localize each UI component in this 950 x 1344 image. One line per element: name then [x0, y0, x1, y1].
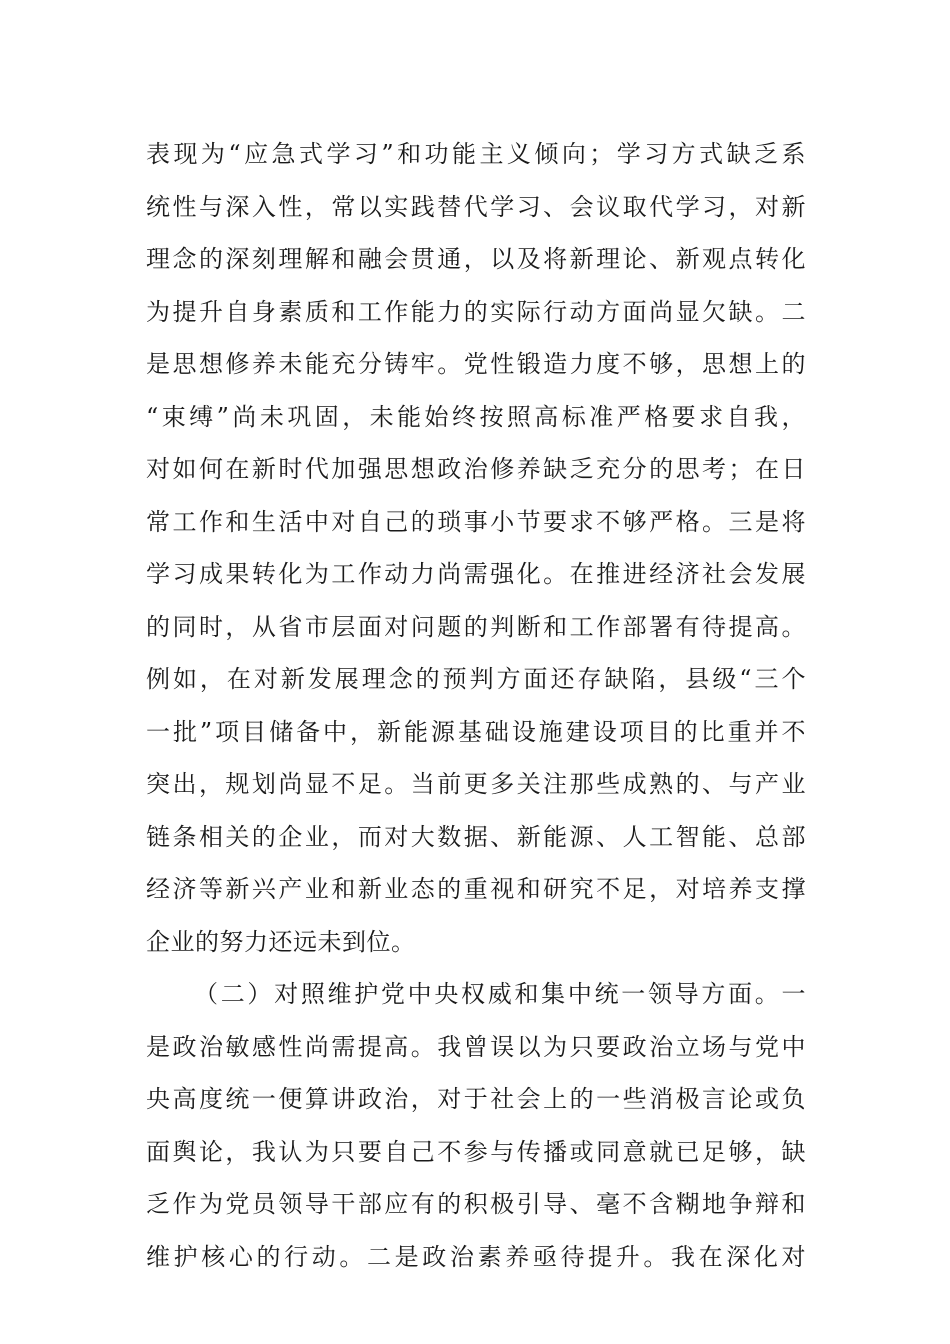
- text-line: 乏作为党员领导干部应有的积极引导、毫不含糊地争辩和: [146, 1190, 806, 1218]
- text-line: 是思想修养未能充分铸牢。党性锻造力度不够，思想上的: [146, 350, 806, 378]
- text-line: 的同时，从省市层面对问题的判断和工作部署有待提高。: [146, 612, 806, 641]
- text-line: 常工作和生活中对自己的琐事小节要求不够严格。三是将: [146, 507, 806, 536]
- text-line: 是政治敏感性尚需提高。我曾误以为只要政治立场与党中: [146, 1032, 806, 1061]
- text-line: 统性与深入性，常以实践替代学习、会议取代学习，对新: [146, 192, 806, 221]
- section-heading-line: （二）对照维护党中央权威和集中统一领导方面。一: [194, 980, 806, 1008]
- text-line: 央高度统一便算讲政治，对于社会上的一些消极言论或负: [146, 1085, 806, 1113]
- text-line: “束缚”尚未巩固，未能始终按照高标准严格要求自我，: [146, 402, 806, 431]
- text-line: 为提升自身素质和工作能力的实际行动方面尚显欠缺。二: [146, 297, 806, 326]
- text-line: 例如，在对新发展理念的预判方面还存缺陷，县级“三个: [146, 665, 806, 693]
- text-line: 企业的努力还远未到位。: [146, 927, 416, 956]
- document-body: [146, 128, 806, 1283]
- text-line: 对如何在新时代加强思想政治修养缺乏充分的思考；在日: [146, 455, 806, 483]
- text-line: 经济等新兴产业和新业态的重视和研究不足，对培养支撑: [146, 875, 806, 903]
- text-line: 维护核心的行动。二是政治素养亟待提升。我在深化对: [146, 1242, 806, 1271]
- text-line: 表现为“应急式学习”和功能主义倾向；学习方式缺乏系: [146, 140, 806, 168]
- text-line: 一批”项目储备中，新能源基础设施建设项目的比重并不: [146, 717, 806, 746]
- text-line: 面舆论，我认为只要自己不参与传播或同意就已足够，缺: [146, 1137, 806, 1166]
- text-line: 链条相关的企业，而对大数据、新能源、人工智能、总部: [146, 822, 806, 851]
- text-line: 突出，规划尚显不足。当前更多关注那些成熟的、与产业: [146, 770, 806, 798]
- text-line: 理念的深刻理解和融会贯通，以及将新理论、新观点转化: [146, 245, 806, 273]
- text-line: 学习成果转化为工作动力尚需强化。在推进经济社会发展: [146, 560, 806, 588]
